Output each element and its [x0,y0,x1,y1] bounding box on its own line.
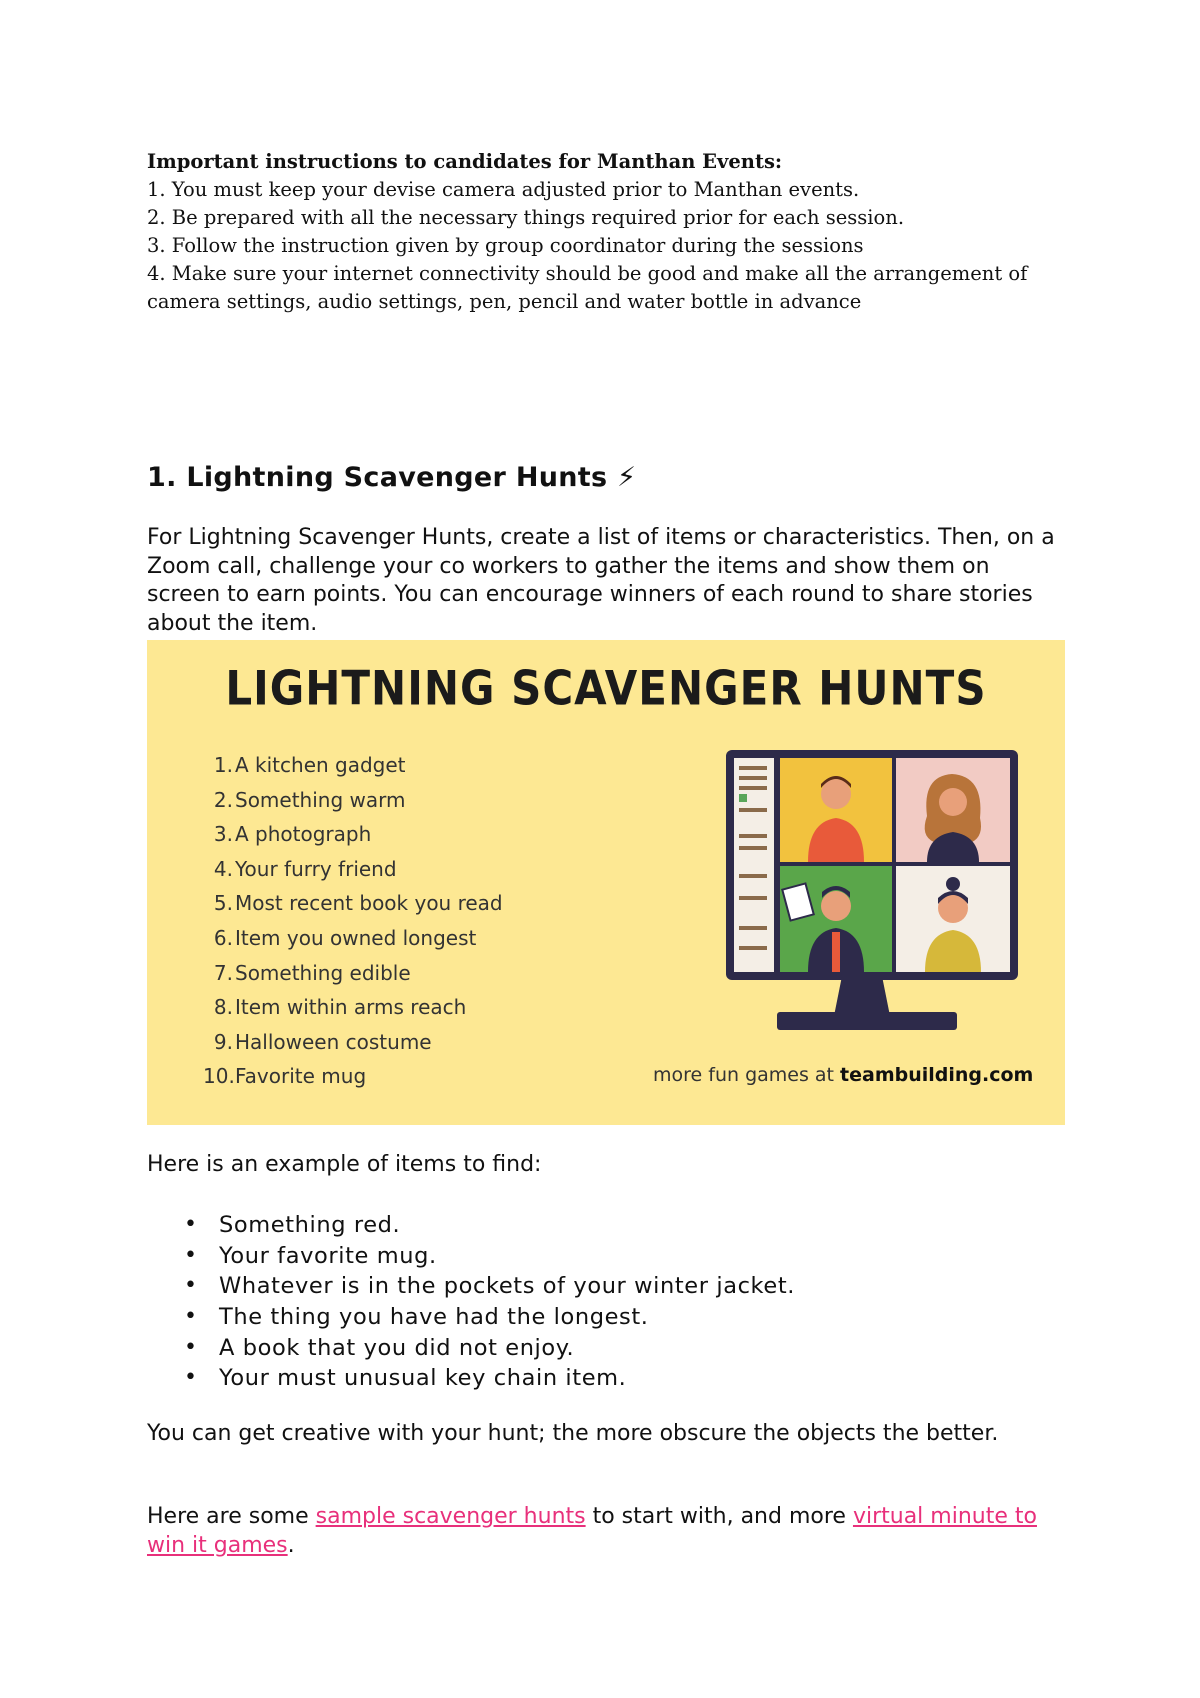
bullet-icon: • [184,1304,198,1330]
banner-list-item [203,921,503,956]
banner-footer-text: more fun games at [653,1064,841,1086]
banner-footer-site: teambuilding.com [840,1064,1034,1086]
banner-item-number: 4. [213,856,233,881]
banner-item-text: Something warm [235,787,406,812]
banner-list-item [203,990,503,1025]
banner-item-text: A photograph [235,822,372,847]
instruction-item: 3. Follow the instruction given by group coordinator during the sessions [147,234,864,257]
banner-item-number: 1. [213,753,233,777]
list-item-text: Whatever is in the pockets of your winter jacket. [219,1273,795,1300]
banner-list-item [203,783,503,818]
list-item [147,1241,795,1272]
banner-list-item [203,886,503,921]
instruction-item: 1. You must keep your devise camera adjusted prior to Manthan events. [147,178,860,201]
intro-paragraph: For Lightning Scavenger Hunts, create a list of items or characteristics. Then, on a Zoom call, challenge your co workers to gather the items and show them on screen to earn points. You can encourage winners of each round to share stories about the item. [147,525,1055,636]
banner-list-item [203,956,503,991]
bullet-icon: • [184,1334,198,1360]
banner-item-number: 7. [213,960,233,985]
banner-item-text: Favorite mug [235,1064,367,1089]
list-item [147,1271,795,1302]
bullet-icon: • [184,1212,198,1237]
links-text: to start with, and more [585,1504,853,1529]
banner-item-number: 5. [213,891,233,916]
banner-item-text: Something edible [235,960,411,985]
banner-item-text: Item within arms reach [235,995,467,1020]
instruction-item: 4. Make sure your internet connectivity should be good and make all the arrangement of camera settings, audio settings, pen, pencil and water bottle in advance [147,262,1028,313]
banner-item-text: Item you owned longest [235,925,477,950]
banner-footer [653,1064,1033,1086]
creative-paragraph: You can get creative with your hunt; the more obscure the objects the better. [147,1421,999,1446]
list-item-text: Your must unusual key chain item. [219,1365,627,1392]
links-text: . [287,1533,295,1558]
banner-list-item [203,1059,503,1094]
banner-list-item [203,1025,503,1060]
banner-title: LIGHTNING SCAVENGER HUNTS [225,661,987,716]
banner-item-text: Halloween costume [235,1029,432,1054]
banner-item-number: 2. [213,787,233,812]
list-item [147,1333,795,1364]
banner-item-text: A kitchen gadget [235,753,406,777]
list-item-text: The thing you have had the longest. [219,1304,649,1331]
banner-item-text: Your furry friend [235,856,397,881]
example-items-list [147,1210,795,1394]
banner-item-number: 8. [213,995,233,1020]
scavenger-hunt-banner [147,640,1065,1125]
bullet-icon: • [184,1365,198,1391]
list-item-text: Something red. [219,1212,401,1238]
instruction-item: 2. Be prepared with all the necessary things required prior for each session. [147,206,905,229]
banner-list-item [203,817,503,852]
banner-item-number: 9. [213,1029,233,1054]
banner-list-item [203,852,503,887]
banner-item-number: 6. [213,925,233,950]
banner-item-list [203,748,503,1094]
list-item [147,1210,795,1241]
links-text: Here are some [147,1504,316,1529]
video-call-monitor-illustration [722,746,1022,1046]
example-label: Here is an example of items to find: [147,1152,542,1177]
banner-item-number: 3. [213,822,233,847]
instructions-title: Important instructions to candidates for Manthan Events: [147,150,783,173]
list-item [147,1302,795,1333]
section-heading: 1. Lightning Scavenger Hunts ⚡ [147,462,637,493]
banner-item-text: Most recent book you read [235,891,503,916]
bullet-icon: • [184,1273,198,1299]
banner-item-number: 10. [203,1064,235,1089]
sample-scavenger-hunts-link[interactable]: sample scavenger hunts [315,1504,586,1529]
list-item-text: Your favorite mug. [219,1242,437,1269]
list-item [147,1363,795,1394]
list-item-text: A book that you did not enjoy. [219,1334,575,1361]
links-paragraph [147,1502,1067,1560]
minute-to-win-it-games-link[interactable]: virtual minute to win it games [147,1504,1037,1558]
instructions-block [147,148,1047,316]
bullet-icon: • [184,1242,198,1268]
banner-list-item [203,748,503,783]
